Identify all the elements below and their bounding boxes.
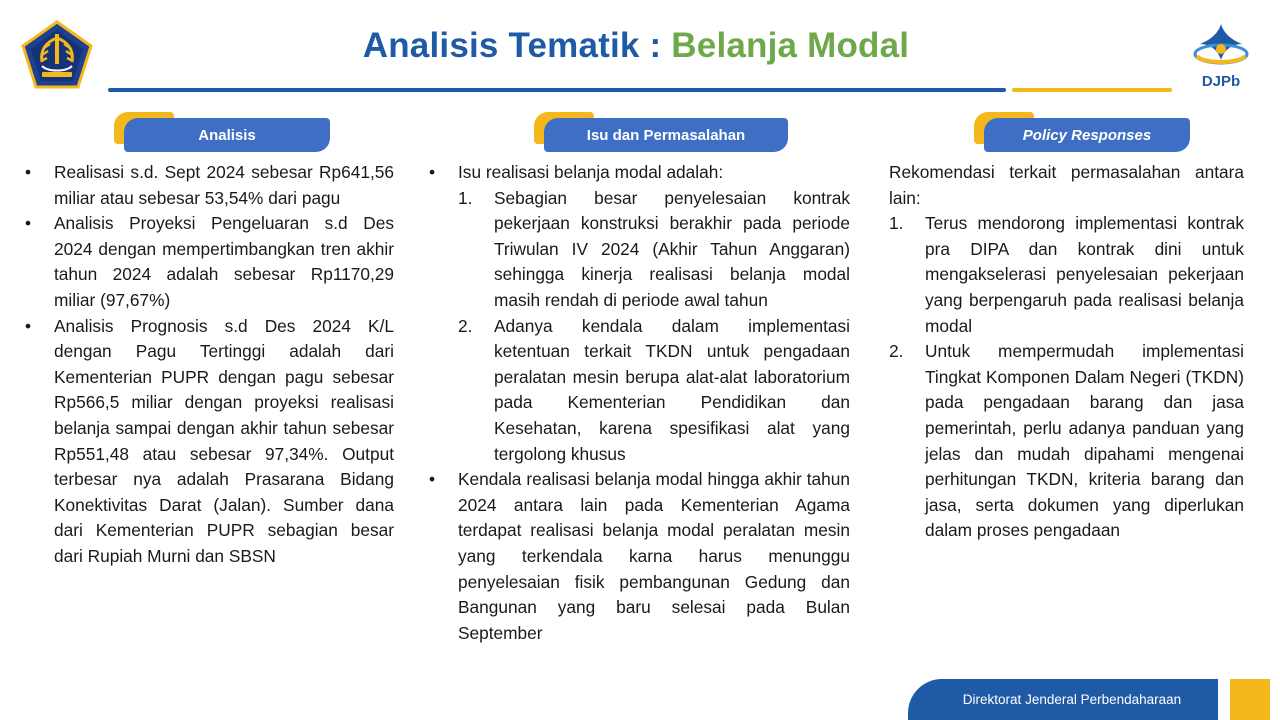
list-item: • Analisis Proyeksi Pengeluaran s.d Des 2024 dengan mempertimbangkan tren akhir tahun 2024 adalah sebesar Rp1170,29 miliar (97,67%) bbox=[22, 211, 394, 313]
list-item bbox=[889, 211, 1244, 339]
pill-label-policy: Policy Responses bbox=[984, 118, 1190, 152]
footer-organization-bar bbox=[908, 679, 1218, 720]
analisis-column bbox=[22, 160, 394, 570]
list-item: • Analisis Prognosis s.d Des 2024 K/L dengan Pagu Tertinggi adalah dari Kementerian PUPR dengan pagu sebesar Rp566,5 miliar dengan proyeksi realisasi belanja sampai dengan akhir tahun sebesar Rp551,48 atau sebesar 97,34%. Output terbesar nya adalah Prasarana Bidang Konektivitas Darat (Jalan). Sumber dana dari Kementerian PUPR sebagian besar dari Rupiah Murni dan SBSN bbox=[22, 314, 394, 570]
isu-bullet-list bbox=[426, 160, 850, 646]
footer-label: Direktorat Jenderal Perbendaharaan bbox=[962, 692, 1182, 707]
list-item bbox=[889, 339, 1244, 544]
policy-numbered-list bbox=[889, 211, 1244, 544]
section-header-analisis bbox=[114, 112, 330, 150]
isu-column bbox=[426, 160, 850, 646]
list-number: 2. bbox=[458, 315, 473, 336]
isu-numbered-list bbox=[458, 186, 850, 468]
policy-column bbox=[889, 160, 1244, 544]
title-underline-blue bbox=[108, 88, 1006, 92]
djpb-logo-icon bbox=[1188, 22, 1254, 92]
title-part-topic: Belanja Modal bbox=[671, 26, 910, 65]
list-number: 1. bbox=[889, 213, 904, 234]
isu-bullet-intro: Isu realisasi belanja modal adalah: bbox=[458, 162, 724, 182]
list-item: • Realisasi s.d. Sept 2024 sebesar Rp641,56 miliar atau sebesar 53,54% dari pagu bbox=[22, 160, 394, 211]
pill-label-isu: Isu dan Permasalahan bbox=[544, 118, 788, 152]
list-text: Terus mendorong implementasi kontrak pra DIPA dan kontrak dini untuk mengakselerasi penyelesaian pekerjaan yang berpengaruh pada realisasi belanja modal bbox=[925, 213, 1244, 336]
list-item bbox=[458, 314, 850, 468]
title-underline-gold bbox=[1012, 88, 1172, 92]
analisis-bullet-list bbox=[22, 160, 394, 570]
title-part-main: Analisis Tematik : bbox=[362, 26, 662, 65]
list-text: Adanya kendala dalam implementasi ketentuan terkait TKDN untuk pengadaan peralatan mesin berupa alat-alat laboratorium pada Kementerian Pendidikan dan Kesehatan, karena spesifikasi alat yang tergolong khusus bbox=[494, 315, 850, 464]
section-header-policy bbox=[974, 112, 1190, 150]
policy-intro: Rekomendasi terkait permasalahan antara lain: bbox=[889, 162, 1244, 208]
page-title bbox=[0, 26, 1272, 66]
djpb-logo-text: DJPb bbox=[1201, 73, 1241, 90]
list-item bbox=[458, 186, 850, 314]
section-header-isu bbox=[534, 112, 788, 150]
pill-label-analisis: Analisis bbox=[124, 118, 330, 152]
list-item bbox=[426, 160, 850, 467]
list-number: 2. bbox=[889, 341, 904, 362]
list-text: Untuk mempermudah implementasi Tingkat Komponen Dalam Negeri (TKDN) pada pengadaan barang dan jasa pemerintah, perlu adanya panduan yang jelas dan mudah dipahami mengenai perhitungan TKDN, kriteria barang dan jasa, serta dokumen yang diperlukan dalam proses pengadaan bbox=[925, 341, 1244, 541]
list-item: • Kendala realisasi belanja modal hingga akhir tahun 2024 antara lain pada Kementerian Agama terdapat realisasi belanja modal peralatan mesin yang terkendala karna harus menunggu penyelesaian fisik pembangunan Gedung dan Bangunan yang baru selesai pada Bulan September bbox=[426, 467, 850, 646]
footer-accent-square bbox=[1230, 679, 1270, 720]
list-number: 1. bbox=[458, 187, 473, 208]
list-text: Sebagian besar penyelesaian kontrak pekerjaan konstruksi berakhir pada periode Triwulan IV 2024 (Akhir Tahun Anggaran) sehingga kinerja realisasi belanja modal masih rendah di periode awal tahun bbox=[494, 187, 850, 310]
